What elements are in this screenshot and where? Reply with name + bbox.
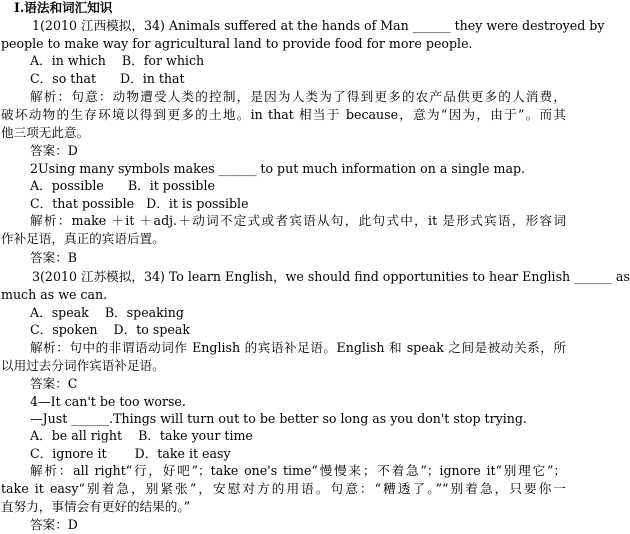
q2-line-1: 2Using many symbols makes ______ to put much information on a single map. [30, 161, 526, 176]
q3-line-1: 3(2010 江苏模拟，34) To learn English，we should find opportunities to hear English ______ as [32, 269, 630, 284]
q1-analysis-1: 解析：句意：动物遭受人类的控制，是因为人类为了得到更多的农产品供更多的人消费， [30, 89, 566, 104]
q4-analysis-3: 直努力，事情会有更好的结果的。” [1, 499, 191, 514]
q4-analysis-2: take it easy“别着急，别紧张”，安慰对方的用语。句意：“糟透了。”“别着急，只要你一 [1, 481, 566, 496]
q2-answer: 答案：B [30, 250, 78, 265]
q4-line-2: —Just ______.Things will turn out to be better so long as you don't stop trying. [30, 411, 527, 426]
q3-options-ab: A．speak B．speaking [30, 305, 184, 320]
q2-options-ab: A．possible B．it possible [30, 178, 215, 193]
q1-analysis-2: 破坏动物的生存环境以得到更多的土地。in that 相当于 because，意为“因为，由于”。而其 [1, 107, 566, 122]
q3-line-2: much as we can. [1, 287, 108, 302]
q2-analysis-1: 解析：make ＋it ＋adj.＋动词不定式或者宾语从句，此句式中，it 是形式宾语，形容词 [30, 213, 566, 228]
q1-options-ab: A．in which B．for which [30, 53, 205, 68]
q1-options-cd: C．so that D．in that [30, 71, 185, 86]
q2-options-cd: C．that possible D．it is possible [30, 196, 249, 211]
q1-answer: 答案：D [30, 143, 78, 158]
q4-options-ab: A．be all right B．take your time [30, 428, 253, 443]
q1-analysis-3: 他三项无此意。 [1, 125, 90, 140]
q3-answer: 答案：C [30, 376, 78, 391]
q4-line-1: 4—It can't be too worse. [30, 394, 186, 409]
q1-line-1: 1(2010 江西模拟，34) Animals suffered at the hands of Man ______ they were destroyed by [32, 18, 605, 33]
q3-options-cd: C．spoken D．to speak [30, 322, 190, 337]
q4-analysis-1: 解析：all right“行，好吧”；take one's time“慢慢来；不着急”；ignore it“别理它”； [30, 463, 566, 478]
q4-answer: 答案：D [30, 517, 78, 532]
q2-analysis-2: 作补足语，真正的宾语后置。 [1, 231, 165, 246]
q1-line-2: people to make way for agricultural land to provide food for more people. [1, 36, 473, 51]
section-title: Ⅰ.语法和词汇知识 [14, 0, 113, 15]
q3-analysis-1: 解析：句中的非谓语动词作 English 的宾语补足语。English 和 speak 之间是被动关系，所 [30, 340, 566, 355]
q3-analysis-2: 以用过去分词作宾语补足语。 [1, 358, 165, 373]
q4-options-cd: C．ignore it D．take it easy [30, 446, 231, 461]
